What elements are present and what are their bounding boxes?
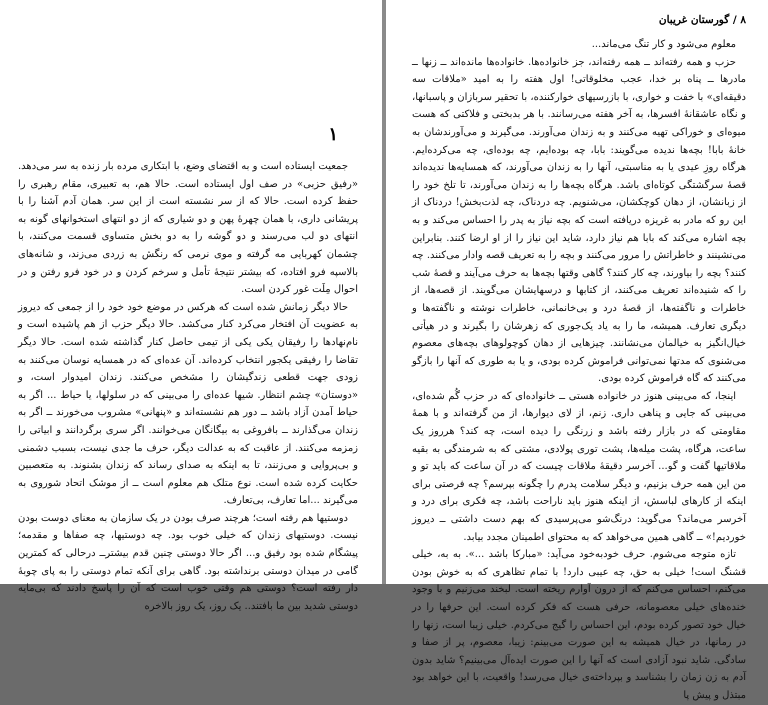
paragraph: جمعیت ایستاده است و به اقتضای وضع، با ابتکاری مرده بار زنده به سر می‌دهد. «رفیق حزبی» در صف اول ایستاده است. حالا هم، به تعبیری، مقام رهبری را حفظ کرده است. حالا که از سر نشسته است از این سر. همان آدم آشنا را با پریشانی داری، با همان چهرهٔ پهن و دو شیاری که از دو انتهای استخوانهای گونه به انتهای دو لب می‌رسند و دو گوشه را به دو بخش متساوی قسمت می‌کنند، با چشمان کهربایی مه گرفته و موی نرمی که رنگش به زردی می‌زند، و شانه‌های بالاسپه فرو افتاده، که بیشتر نتیجهٔ تأمل و سرخم کردن و در خود فرو رفتن و در احوال مِلَت غور کردن است. bbox=[18, 161, 358, 296]
right-page bbox=[386, 0, 768, 701]
chapter-number: ۱ bbox=[328, 124, 338, 145]
running-header: ۸ / گورستان غریبان bbox=[658, 14, 746, 26]
paragraph: حزب و همه رفته‌اند ــ همه رفته‌اند، جز خانواده‌ها. خانواده‌ها مانده‌اند ــ زنها ــ مادرها ــ پناه بر خدا، عجب مخلوقاتی! اول هفته را به امید «ملاقات سه دقیقه‌ای» با خفت و خواری، با بازرسیهای خوارکننده، با تحقیر سربازان و پاسبانها، و نگاه عاشقانهٔ افسرها، به آخر هفته می‌رسانند. با هر بدبختی و فلاکتی که هست میوه‌ای و خوراکی تهیه می‌کنند و به زندان می‌آورند. می‌گیرند و می‌آورندشان به خانهٔ بابا! بچه‌ها ندیده می‌گویند: بابا، چه بوده‌ایم، چه بوده‌ای، چه می‌کرده‌ایم. هرگاه روزِ عیدی یا به مناسبتی، آنها را به زندان می‌آورند، که همسایه‌ها ندیده‌اند قصهٔ سرگشتگی کوتاه‌ای باشد. هرگاه بچه‌ها را به زندان می‌آورند، تا تلخ خود را از زبانشان، از دهان کوچکشان، می‌شنویم. چه دردناک، چه لذت‌بخش! دردناک از این رو که مادر به غریزه دریافته است که بچه نیاز به پدر را احساس می‌کند و به بچه اشاره می‌کند که بابا هم نیاز دارد، شاید این نیاز را از او ارضا کنند. بنابراین می‌نشینند و خاطراتش را مرور می‌کنند و بچه را به تعریف قصه وادار می‌کنند. چه کنند؟ بچه را بیاورند، چه کار کنند؟ گاهی وقتها بچه‌ها به حرف می‌آیند و قصهٔ شب را که شنیده‌اند تعریف می‌کنند، از کتابها و درسهایشان می‌گویند. از قصه‌ها، از خاطرات و ناگفته‌ها، از قصهٔ درد و بی‌خانمانی، خاطرات نوشته و ناگفته‌ها و دیگری تعارف. همیشه، ما را به یاد یک‌جوری که زهرشان را بگیرند و در هیأتی خیال‌انگیز به خیالمان می‌نشانند. چیزهایی از دهان کوچولوهای بچه‌های معصوم می‌شنوی که مدتها نمی‌توانی فراموش کرده بودی، و یا به طوری که آنها را بازگو می‌کنند که گاه فراموش کرده بودی. bbox=[412, 56, 746, 385]
left-page-body bbox=[18, 158, 358, 615]
paragraph: دوستیها هم رفته است؛ هرچند صرف بودن در یک سازمان به معنای دوست بودن نیست. دوستیهای زندان که خیلی خوب بود. چه دوستیها، چه صفاها و مقدمه؛ پیشگام شده بود رفیق و... اگر حالا دوستی چنین قدم بیشترــ درحالی که کمترین گامی در میدان دوستی برنداشته بود. گاهی برای آنکه تمام دوستی را به پای چوبهٔ دار رفته است؟ دوستی هم وقتی خوب است که آن را پاسخ دادند که بی‌مایه دوستی شدید بین ما بافتند.. یک روز، یک روز بالاخره bbox=[18, 512, 358, 612]
paragraph: معلوم می‌شود و کار تنگ می‌ماند... bbox=[591, 39, 736, 50]
paragraph: حالا دیگر زمانش شده است که هرکس در موضع خود خود را از جمعی که دیروز به عضویت آن افتخار می‌کرد کنار می‌کشد. حالا دیگر حزب از هم پاشیده است و نام‌نهادها را رفیقان یکی یکی از تیمی حاصل کنار گذاشته شده است. حالا دیگر تقاضا را رفیقی یکجور انتخاب کرده‌اند. آن عده‌ای که در همسایه نوسان می‌کنند به زودی جهت قطعی زندگیشان را مشخص می‌کنند. زندان امیدوار است، و «دوستان» چشم انتظار. شیها عده‌ای را می‌بینی که در سلولها، یا حیاط ... اگر به حیاط آمدن آزاد باشد ــ دور هم نشسته‌اند و «پنهانی» مشروب می‌خورند ــ اگر به زندان می‌گذارند ــ بافروغی به بیگانگان می‌خوانند. اگر سری برگردانند و ابیاتی را زمزمه می‌کنند. از عاقبت که به عدالت دیگر، حرف ما جدی نیست، بسبب دشمنی و بی‌پروایی و می‌زنند، تا به اینکه به صدای رساند که زندان بشنوند. به متعصبین حکایت کرده شده است. نوع متلک هم معلوم است ــ از موشک اتحاد شوروی به می‌گیرند ...اما تعارف، بی‌تعارف. bbox=[18, 301, 358, 507]
right-page-body bbox=[412, 36, 746, 705]
paragraph: اینجا، که می‌بینی هنوز در خانواده هستی ــ خانواده‌ای که در حزب گُم شده‌ای، می‌بینی که جایی و پناهی داری. زنم، از لای دیوارها، از من گرفته‌اند و با همهٔ مقاومتی که در بازار رفته باشد و زرنگی را دیده است، چه کند؟ هرروز یک ساعت، هرگاه، پشت میله‌ها، پشت توری پولادی، مشتی که به شرمندگی به بقیه ملاقاتیها گفت و گو... آخرسر دقیقهٔ ملاقات چیست که در آن ساعت که باید تو و من این همه حرف بزنیم، و دیگر سلامت پدرم را چگونه بپرسم؟ چه فرصتی برای اینکه از کارهای لباسش، از اینکه هنوز باید ناراحت باشد، چه فکری برای درد و آخرسر می‌ماند؟ می‌گوید: درنگ‌شو می‌پرسیدی که بهم دست داشتی ــ دیروز خوردیم!» ــ گاهی همین می‌خواهد که به محتوای اطمینان مجدد بیابد. bbox=[412, 390, 746, 543]
left-page bbox=[0, 0, 382, 612]
paragraph: تازه متوجه می‌شوم. حرف خودبه‌خود می‌آید: «مبارکا باشد ...». به به، خیلی قشنگ است! خیلی به حق، چه عیبی دارد! با تمام تظاهری که به خوش بودن می‌کنم، احساس می‌کنم که از درون آوارم ریخته است. لبخند می‌زنیم و با وجود خنده‌های خیلی معصومانه، حرفی هست که فکر کرده است. این حرفها را در خیال خود تصور کرده بودم، این احساس را گیج می‌کردم. خیلی زیبا است، زنها را در رمانها، در خیال همیشه به این صورت می‌بینم: زیبا، معصوم، پر از صفا و سادگی. شاید نبود آزادی است که آنها را این صورت ایده‌آل می‌بینیم؟ شاید بدون آدم به زن زمان را بشناسد و بپرداخته‌ی خیال می‌رسد! واقعیت، با این خواهد بود مبتذل و پیش پا bbox=[412, 549, 746, 701]
